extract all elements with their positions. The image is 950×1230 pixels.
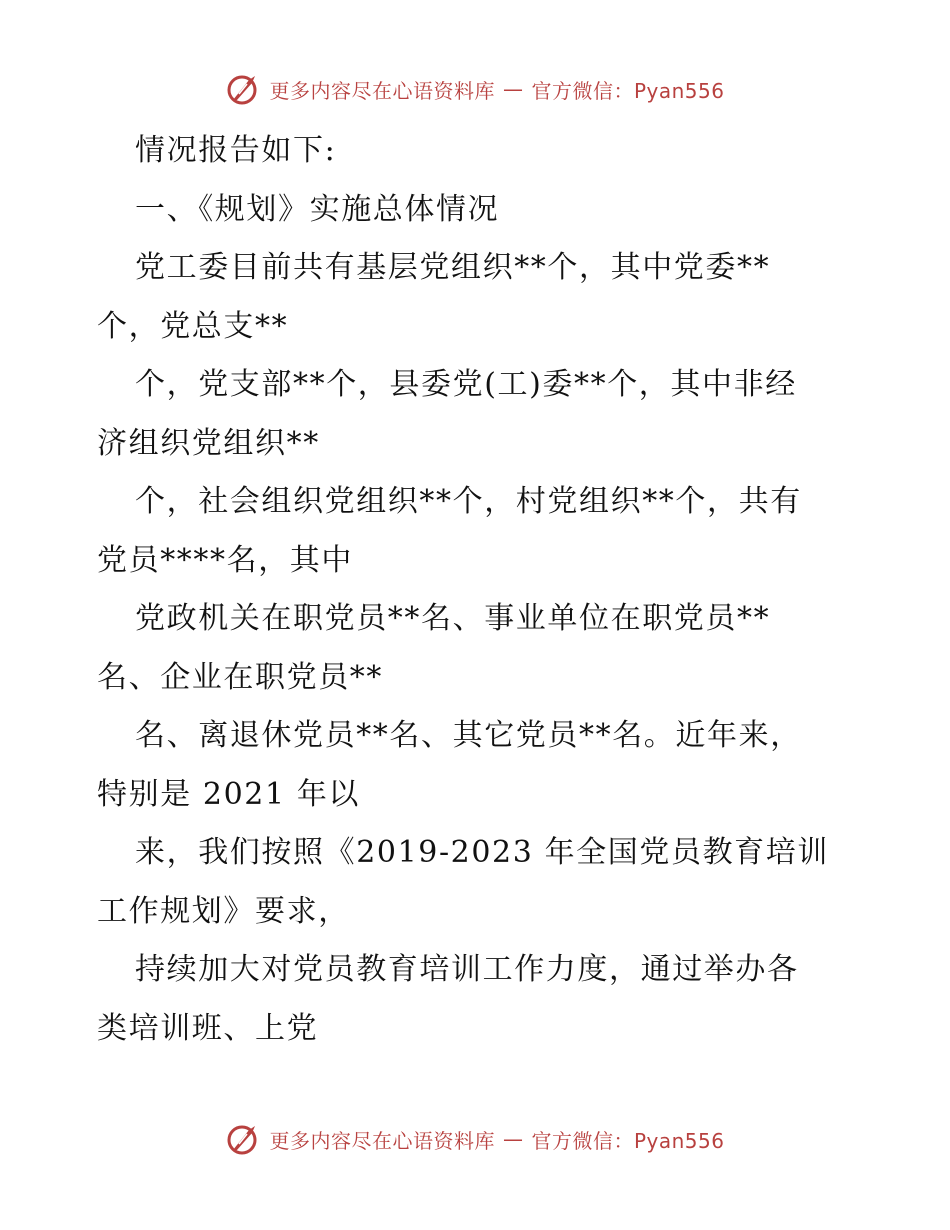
paragraph-line: 情况报告如下: bbox=[135, 133, 337, 168]
watermark-main-text: 更多内容尽在心语资料库 bbox=[269, 78, 495, 103]
paragraph-line: 类培训班、上党 bbox=[97, 1010, 319, 1046]
paragraph-line: 持续加大对党员教育培训工作力度，通过举办各 bbox=[135, 952, 799, 987]
footer-watermark bbox=[0, 1122, 950, 1156]
watermark-dash: — bbox=[502, 77, 524, 101]
paragraph-line: 个，党支部**个，县委党(工)委**个，其中非经 bbox=[135, 367, 797, 402]
watermark-main-text: 更多内容尽在心语资料库 bbox=[269, 1128, 495, 1153]
paragraph-line: 个，党总支** bbox=[97, 308, 289, 344]
watermark-dash: — bbox=[502, 1127, 524, 1151]
header-watermark bbox=[0, 72, 950, 106]
paragraph-line: 党员****名，其中 bbox=[97, 542, 353, 578]
paragraph-line: 名、企业在职党员** bbox=[97, 659, 383, 695]
quill-pen-logo-icon bbox=[225, 1122, 261, 1156]
watermark-wechat-text: 官方微信：Pyan556 bbox=[531, 78, 725, 103]
watermark-wechat-text: 官方微信：Pyan556 bbox=[531, 1128, 725, 1153]
section-heading: 一、《规划》实施总体情况 bbox=[135, 191, 500, 227]
paragraph-line: 名、离退休党员**名、其它党员**名。近年来， bbox=[135, 718, 802, 753]
paragraph-line: 来，我们按照《2019-2023 年全国党员教育培训 bbox=[135, 835, 829, 870]
document-body bbox=[97, 122, 857, 1058]
paragraph-line: 党政机关在职党员**名、事业单位在职党员** bbox=[135, 601, 771, 636]
paragraph-line: 党工委目前共有基层党组织**个，其中党委** bbox=[135, 250, 771, 285]
paragraph-line: 特别是 2021 年以 bbox=[97, 776, 361, 812]
paragraph-line: 个，社会组织党组织**个，村党组织**个，共有 bbox=[135, 484, 802, 519]
paragraph-line: 工作规划》要求， bbox=[97, 893, 350, 929]
quill-pen-logo-icon bbox=[225, 72, 261, 106]
paragraph-line: 济组织党组织** bbox=[97, 425, 320, 461]
